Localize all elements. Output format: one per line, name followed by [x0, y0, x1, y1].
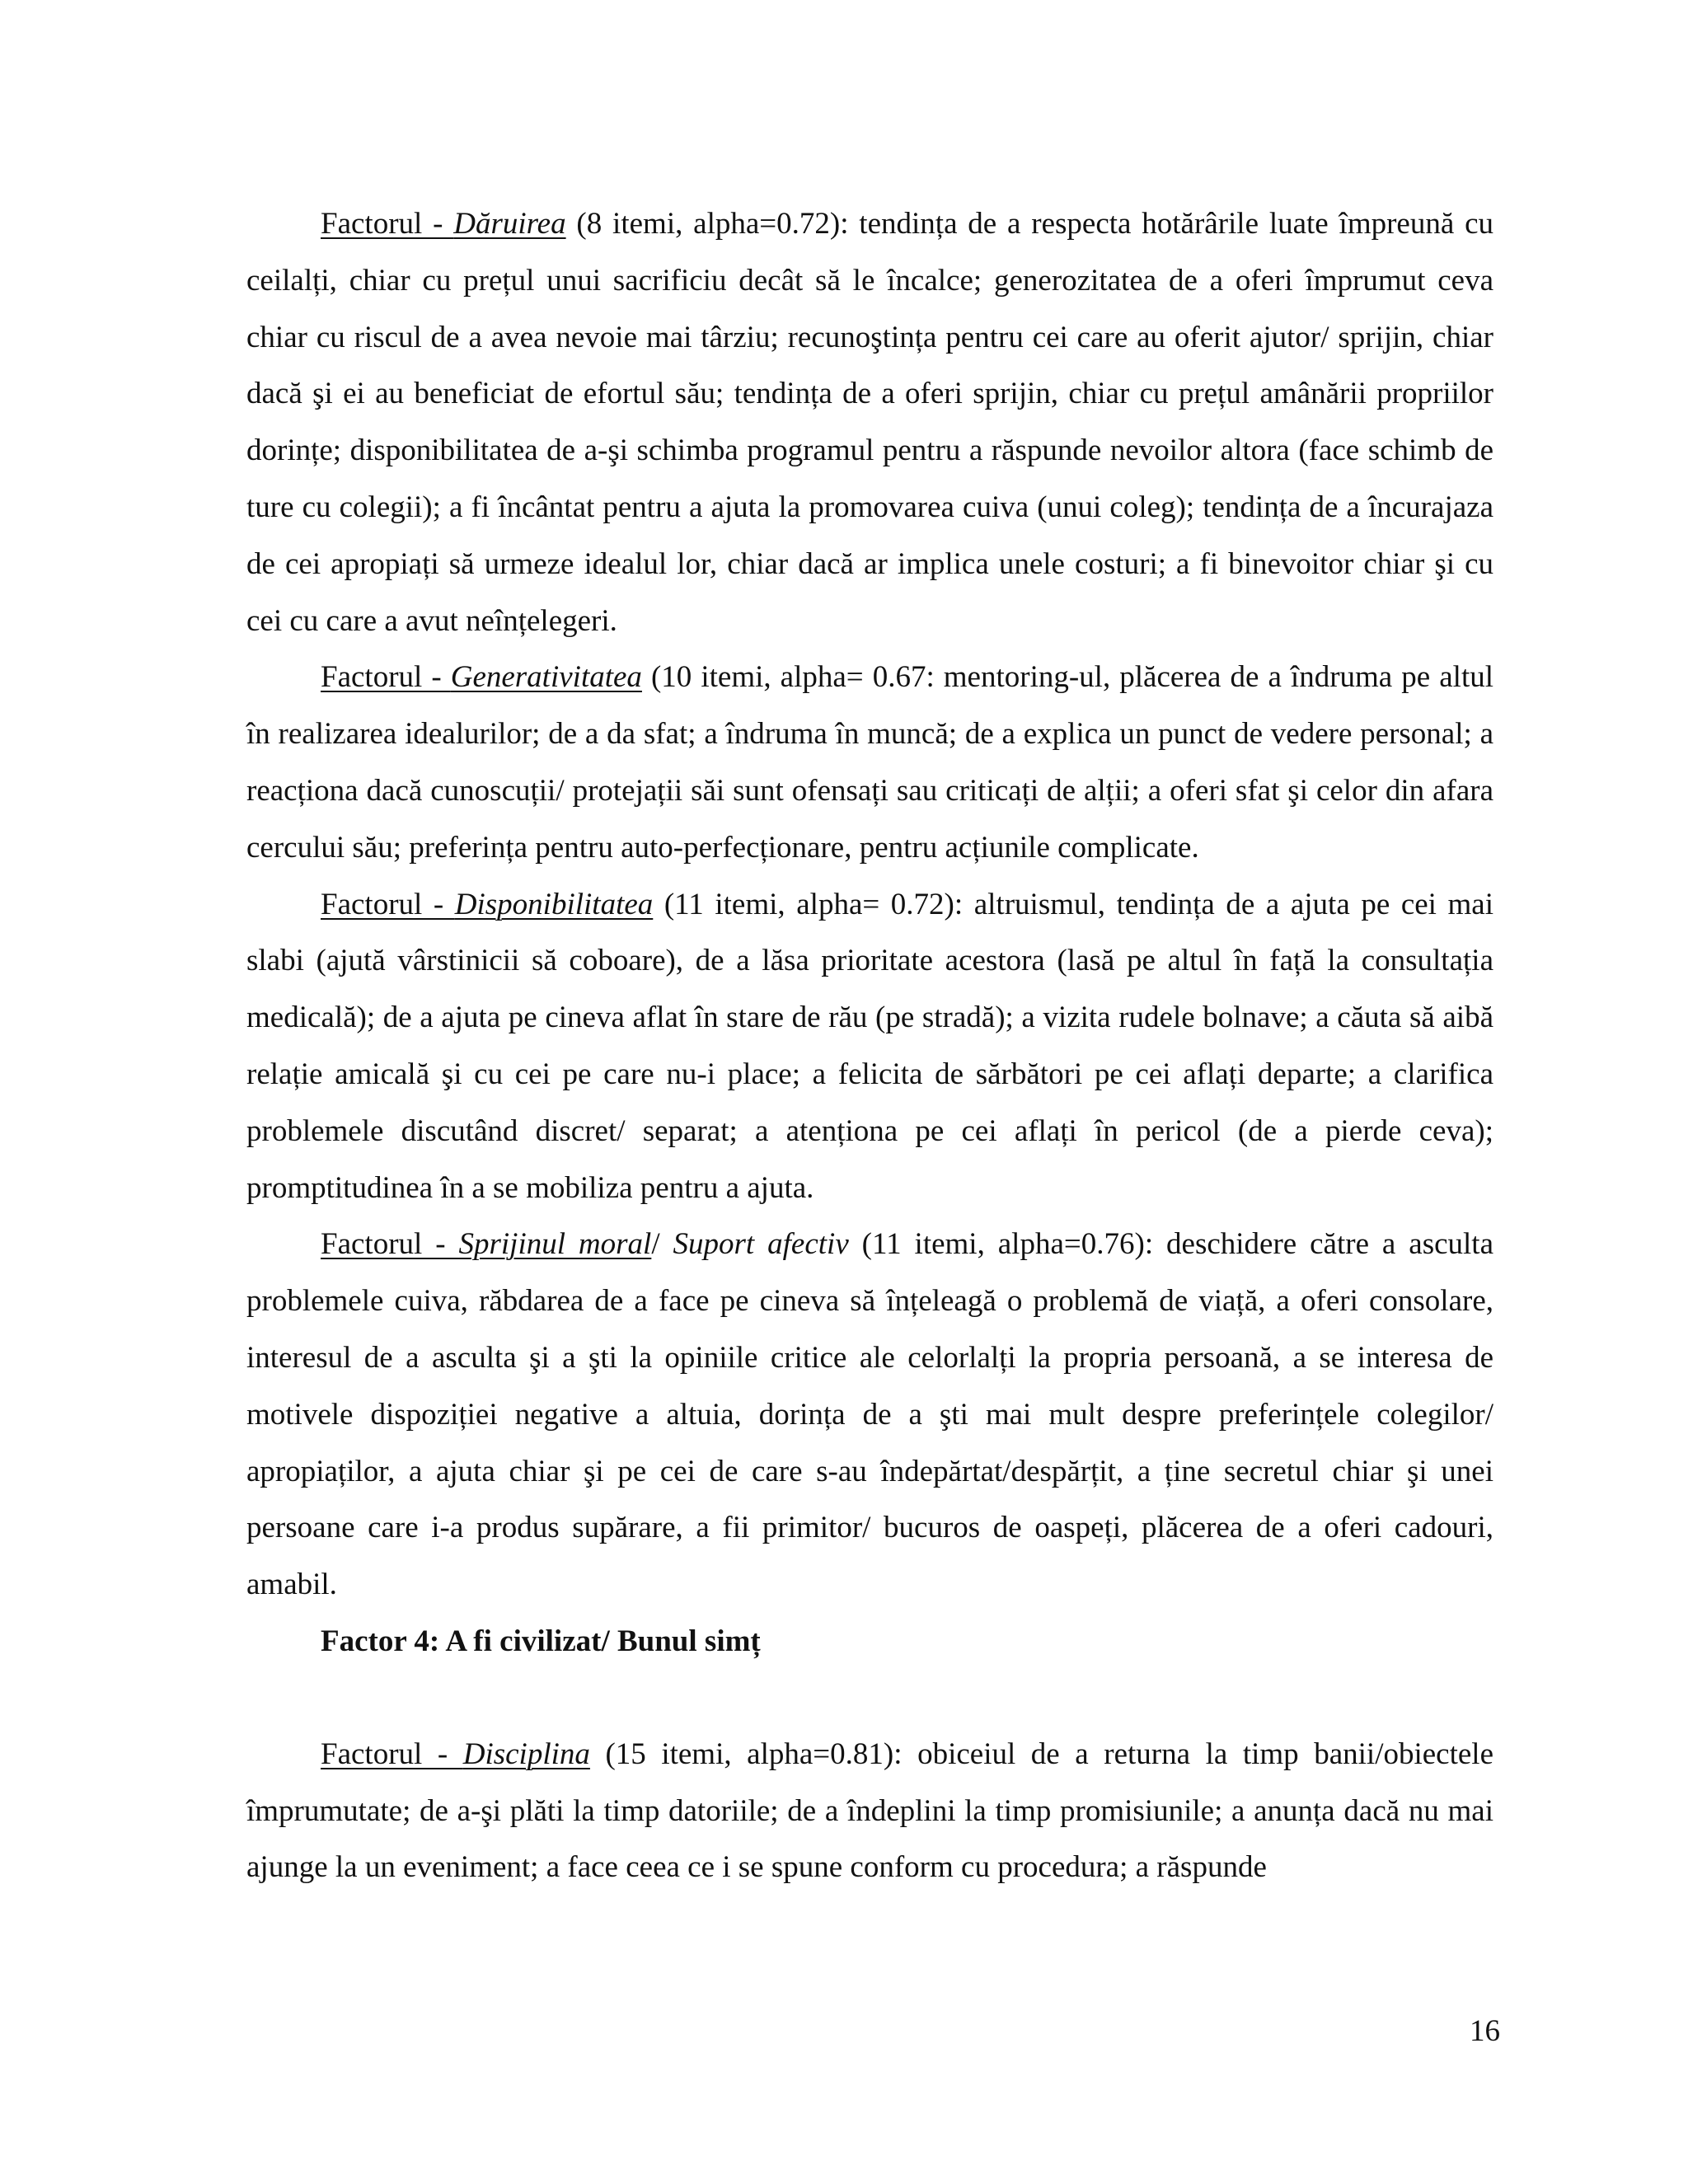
factor-term-secondary: Suport afectiv [673, 1227, 849, 1262]
factor-term: Dăruirea [453, 207, 566, 241]
paragraph-sprijinul-moral [246, 1216, 1493, 1614]
label-separator: / [651, 1227, 673, 1262]
paragraph-daruirea [246, 196, 1493, 649]
paragraph-disciplina [246, 1727, 1493, 1896]
paragraph-disponibilitatea [246, 877, 1493, 1217]
paragraph-text: (8 itemi, alpha=0.72): tendința de a respecta hotărârile luate împreună cu ceilalți, chiar cu prețul unui sacrificiu decât să le încalce; generozitatea de a oferi împrumut ceva chiar cu riscul de a avea nevoie mai târziu; recunoştința pentru cei care au oferit ajutor/ sprijin, chiar dacă şi ei au beneficiat de efortul său; tendința de a oferi sprijin, chiar cu prețul amânării propriilor dorințe; disponibilitatea de a-şi schimba programul pentru a răspunde nevoilor altora (face schimb de ture cu colegii); a fi încântat pentru a ajuta la promovarea cuiva (unui coleg); tendința de a încurajaza de cei apropiați să urmeze idealul lor, chiar dacă ar implica unele costuri; a fi binevoitor chiar şi cu cei cu care a avut neînțelegeri. [246, 207, 1493, 638]
factor-label: Factorul - Disponibilitatea [321, 887, 654, 921]
factor-term: Disciplina [462, 1736, 590, 1771]
paragraph-text: (11 itemi, alpha=0.76): deschidere către a asculta problemele cuiva, răbdarea de a face pe cineva să înțeleagă o problemă de viață, a oferi consolare, interesul de a asculta şi a şti la opiniile critice ale celorlalți la propria persoană, a se interesa de motivele dispoziției negative a altuia, dorința de a şti mai mult despre preferințele colegilor/ apropiaților, a ajuta chiar şi pe cei de care s-au îndepărtat/despărțit, a ține secretul chiar şi unei persoane care i-a produs supărare, a fii primitor/ bucuros de oaspeți, plăcerea de a oferi cadouri, amabil. [246, 1227, 1493, 1602]
paragraph-text: (15 itemi, alpha=0.81): obiceiul de a returna la timp banii/obiectele împrumutate; de a-şi plăti la timp datoriile; de a îndeplini la timp promisiunile; a anunța dacă nu mai ajunge la un eveniment; a face ceea ce i se spune conform cu procedura; a răspunde [246, 1736, 1493, 1885]
page-number: 16 [1470, 2014, 1500, 2048]
factor-term: Disponibilitatea [454, 887, 654, 921]
factor-label: Factorul - Disciplina [321, 1736, 590, 1771]
factor-label: Factorul - Sprijinul moral [321, 1227, 652, 1262]
paragraph-generativitatea [246, 649, 1493, 876]
section-heading: Factor 4: A fi civilizat/ Bunul simț [321, 1624, 761, 1658]
paragraph-text: (11 itemi, alpha= 0.72): altruismul, tendința de a ajuta pe cei mai slabi (ajută vârstinicii să coboare), de a lăsa prioritate acestora (lasă pe altul în față la consultația medicală); de a ajuta pe cineva aflat în stare de rău (pe stradă); a vizita rudele bolnave; a căuta să aibă relație amicală şi cu cei pe care nu-i place; a felicita de sărbători pe cei aflați departe; a clarifica problemele discutând discret/ separat; a atenționa pe cei aflați în pericol (de a pierde ceva); promptitudinea în a se mobiliza pentru a ajuta. [246, 887, 1494, 1205]
factor-term: Generativitatea [450, 660, 642, 695]
paragraph-text: (10 itemi, alpha= 0.67: mentoring-ul, plăcerea de a îndruma pe altul în realizarea idealurilor; de a da sfat; a îndruma în muncă; de a explica un punct de vedere personal; a reacționa dacă cunoscuții/ protejații săi sunt ofensați sau criticați de alții; a oferi sfat şi celor din afara cercului său; preferința pentru auto-perfecționare, pentru acțiunile complicate. [246, 660, 1493, 865]
factor-term: Sprijinul moral [458, 1227, 652, 1262]
factor-label: Factorul - Generativitatea [321, 660, 642, 695]
page-body [246, 196, 1493, 1896]
factor-label: Factorul - Dăruirea [321, 207, 566, 241]
